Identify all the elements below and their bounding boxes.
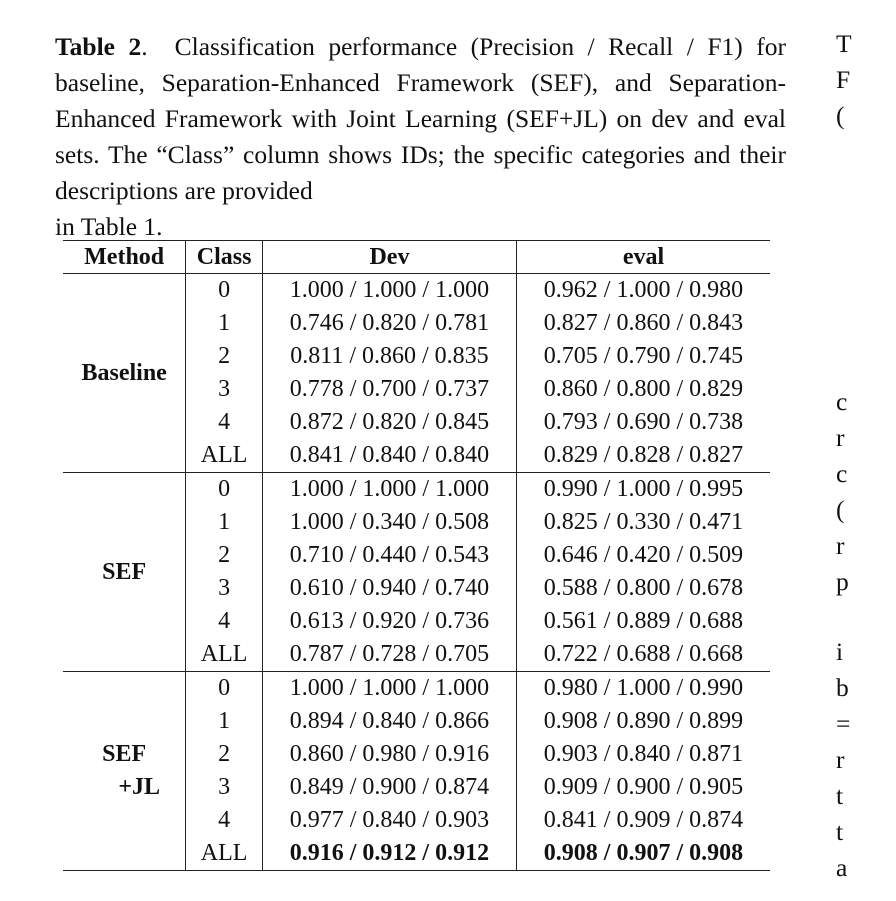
class-cell: 4 [186, 605, 263, 638]
eval-cell: 0.962 / 1.000 / 0.980 [543, 277, 744, 303]
eval-cell: 0.722 / 0.688 / 0.668 [543, 641, 744, 667]
fragment: i [836, 637, 844, 666]
eval-cell: 0.909 / 0.900 / 0.905 [543, 774, 744, 800]
eval-cell: 0.990 / 1.000 / 0.995 [543, 476, 744, 502]
eval-cell: 0.793 / 0.690 / 0.738 [543, 409, 744, 435]
eval-cell: 0.980 / 1.000 / 0.990 [543, 675, 744, 701]
class-cell: 0 [186, 672, 263, 706]
header-dev: Dev [262, 241, 516, 274]
eval-cell: 0.860 / 0.800 / 0.829 [543, 376, 744, 402]
fragment: c [836, 459, 848, 488]
eval-cell: 0.827 / 0.860 / 0.843 [543, 310, 744, 336]
dev-cell: 0.778 / 0.700 / 0.737 [262, 373, 516, 406]
class-cell: 3 [186, 373, 263, 406]
eval-cell: 0.588 / 0.800 / 0.678 [543, 575, 744, 601]
eval-cell: 0.561 / 0.889 / 0.688 [543, 608, 744, 634]
eval-cell: 0.705 / 0.790 / 0.745 [543, 343, 744, 369]
method-baseline: Baseline [63, 274, 186, 473]
group-baseline [63, 274, 770, 473]
eval-cell: 0.903 / 0.840 / 0.871 [543, 741, 744, 767]
table-row [63, 672, 770, 706]
dev-cell: 0.849 / 0.900 / 0.874 [262, 771, 516, 804]
dev-cell: 0.860 / 0.980 / 0.916 [262, 738, 516, 771]
fragment: t [836, 781, 844, 810]
eval-cell: 0.908 / 0.890 / 0.899 [543, 708, 744, 734]
class-cell: ALL [186, 837, 263, 871]
group-sef-jl [63, 672, 770, 871]
header-class: Class [186, 241, 263, 274]
dev-cell: 1.000 / 1.000 / 1.000 [262, 473, 516, 507]
class-cell: 4 [186, 804, 263, 837]
method-sef: SEF [63, 473, 186, 672]
dev-cell: 0.977 / 0.840 / 0.903 [262, 804, 516, 837]
fragment: ( [836, 495, 845, 524]
results-table [63, 240, 770, 871]
fragment: r [836, 745, 845, 774]
caption-text-last-line: in Table 1. [55, 212, 163, 241]
dev-cell: 0.610 / 0.940 / 0.740 [262, 572, 516, 605]
dev-cell: 0.872 / 0.820 / 0.845 [262, 406, 516, 439]
class-cell: 4 [186, 406, 263, 439]
dev-cell: 1.000 / 1.000 / 1.000 [262, 274, 516, 308]
dev-cell: 0.787 / 0.728 / 0.705 [262, 638, 516, 672]
class-cell: 2 [186, 539, 263, 572]
method-sef-jl-line1: SEF [102, 741, 147, 767]
group-sef [63, 473, 770, 672]
dev-cell: 0.841 / 0.840 / 0.840 [262, 439, 516, 473]
caption-text: Classification performance (Precision / Recall / F1) for baseline, Separation-Enhanced Framework (SEF), and Separation-Enhanced Framework with Joint Learning (SEF+JL) on dev and eval sets. The “Class” column shows IDs; the specific categories and their descriptions are provided [55, 32, 786, 205]
dev-cell: 0.710 / 0.440 / 0.543 [262, 539, 516, 572]
dev-cell: 1.000 / 1.000 / 1.000 [262, 672, 516, 706]
method-sef-jl [63, 672, 186, 871]
class-cell: 2 [186, 738, 263, 771]
table-row [63, 473, 770, 507]
class-cell: 0 [186, 473, 263, 507]
adjacent-column-fragments [836, 29, 896, 899]
fragment: T [836, 29, 852, 58]
header-row [63, 241, 770, 274]
eval-cell: 0.646 / 0.420 / 0.509 [543, 542, 744, 568]
eval-cell: 0.829 / 0.828 / 0.827 [543, 442, 744, 468]
header-method: Method [63, 241, 186, 274]
dev-cell: 0.613 / 0.920 / 0.736 [262, 605, 516, 638]
header-eval: eval [622, 244, 665, 270]
class-cell: 1 [186, 506, 263, 539]
table-label: Table 2 [55, 32, 142, 61]
fragment: r [836, 423, 845, 452]
class-cell: 2 [186, 340, 263, 373]
fragment: ( [836, 101, 845, 130]
class-cell: 1 [186, 307, 263, 340]
class-cell: 0 [186, 274, 263, 308]
table-row [63, 274, 770, 308]
fragment: b [836, 673, 849, 702]
fragment: t [836, 817, 844, 846]
dev-cell: 0.811 / 0.860 / 0.835 [262, 340, 516, 373]
dev-cell: 0.894 / 0.840 / 0.866 [262, 705, 516, 738]
fragment: r [836, 531, 845, 560]
class-cell: ALL [186, 638, 263, 672]
table-caption: Table 2. Classification performance (Precision / Recall / F1) for baseline, Separation-Enhanced Framework (SEF), and Separation-Enhanced Framework with Joint Learning (SEF+JL) on dev and eval sets. The “Class” column shows IDs; the specific categories and their descriptions are provided in Table 1. [55, 29, 786, 245]
eval-cell: 0.825 / 0.330 / 0.471 [543, 509, 744, 535]
dev-cell-best: 0.916 / 0.912 / 0.912 [262, 837, 516, 871]
class-cell: ALL [186, 439, 263, 473]
fragment: p [836, 567, 849, 596]
fragment: c [836, 387, 848, 416]
eval-cell-best: 0.908 / 0.907 / 0.908 [543, 840, 744, 866]
dev-cell: 1.000 / 0.340 / 0.508 [262, 506, 516, 539]
eval-cell: 0.841 / 0.909 / 0.874 [543, 807, 744, 833]
fragment: F [836, 65, 851, 94]
fragment: = [836, 709, 851, 738]
class-cell: 3 [186, 572, 263, 605]
method-sef-jl-line2: +JL [118, 774, 160, 800]
dev-cell: 0.746 / 0.820 / 0.781 [262, 307, 516, 340]
fragment: a [836, 853, 848, 882]
class-cell: 3 [186, 771, 263, 804]
class-cell: 1 [186, 705, 263, 738]
